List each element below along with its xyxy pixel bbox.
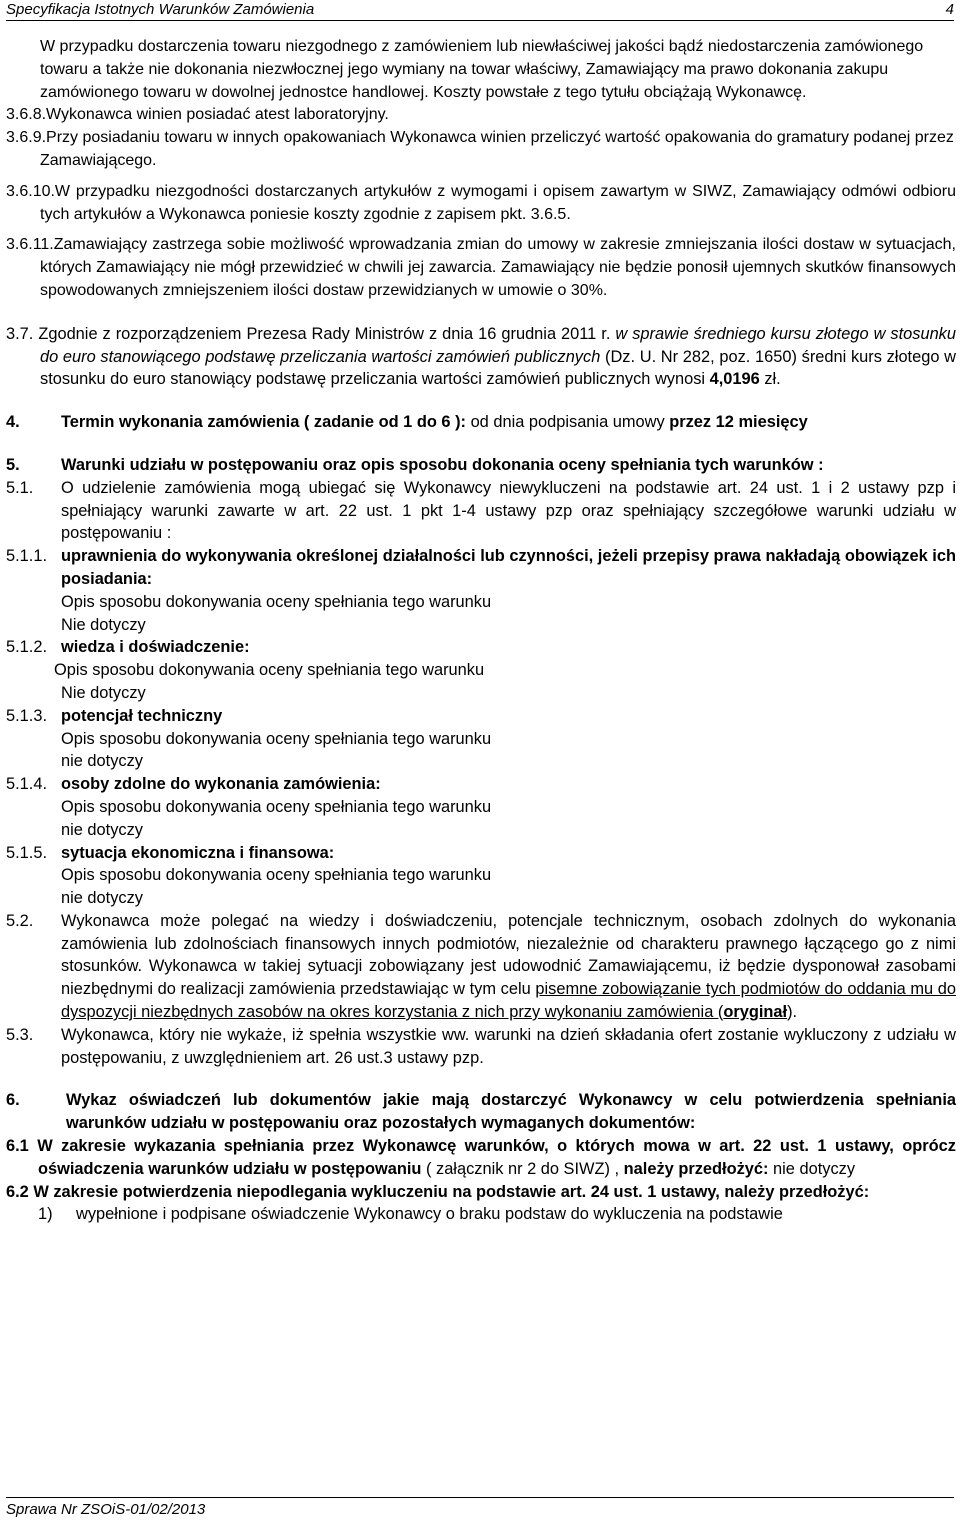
section-5 [6,454,956,477]
section-4-text [61,411,861,434]
exchange-rate: 4,0196 [709,370,760,389]
section-4 [6,411,956,434]
section-4-title: Termin wykonania zamówienia ( zadanie od 1 do 6 ): [61,413,466,432]
section-5-1-4 [6,773,956,841]
section-4-from: od dnia podpisania umowy [470,413,665,432]
section-3-7-text: (Dz. U. Nr 282, poz. 1650) średni kurs złotego w stosunku do euro stanowiący podstawę przeliczania wartości zamówień publicznych wynosi [40,347,956,389]
section-6-1 [6,1135,956,1181]
section-5-1-2-value: Nie dotyczy [61,683,146,702]
section-6-1-text: 6.1 W zakresie wykazania spełniania przez Wykonawcę warunków, o których mowa w art. 22 ust. 1 ustawy, oprócz oświadczenia warunków udziału w postępowaniu [6,1137,956,1178]
section-5-1-1-description: Opis sposobu dokonywania oceny spełniania tego warunku [61,592,492,611]
section-6-2-item-1-text: wypełnione i podpisane oświadczenie Wykonawcy o braku podstaw do wykluczenia na podstawie [76,1205,783,1224]
section-6-1-value: nie dotyczy [773,1159,856,1178]
section-5-2-body: Wykonawca może polegać na wiedzy i doświadczeniu, potencjale technicznym, osobach zdolnych do wykonania zamówienia lub zdolnościach finansowych innych podmiotów, niezależnie od charakteru prawnego łączącego go z nimi stosunków. Wykonawca w takiej sytuacji zobowiązany jest udowodnić Zamawiającemu, iż będzie dysponował zasobami niezbędnymi do realizacji zamówienia przedstawiając w tym celu [61,911,956,999]
section-5-1-2-title: wiedza i doświadczenie: [61,638,250,657]
case-number: Sprawa Nr ZSOiS-01/02/2013 [6,1501,206,1518]
section-6-2: 6.2 W zakresie potwierdzenia niepodlegania wykluczeniu na podstawie art. 24 ust. 1 ustawy, należy przedłożyć: [6,1182,870,1201]
section-5-1-5-value: nie dotyczy [61,889,143,908]
section-5-1-4-title: osoby zdolne do wykonania zamówienia: [61,775,381,794]
section-5-3-number: 5.3. [6,1025,34,1044]
page-footer [6,1497,954,1520]
page-number: 4 [945,1,954,18]
section-6-title: Wykaz oświadczeń lub dokumentów jakie mają dostarczyć Wykonawcy w celu potwierdzenia spełniania warunków udziału w postępowaniu oraz pozostałych wymaganych dokumentów: [66,1091,956,1133]
section-5-2-original: oryginał [723,1003,788,1022]
section-5-2-commitment: pisemne zobowiązanie tych podmiotów do oddania mu do dyspozycji niezbędnych zasobów na okres korzystania z nich przy wykonaniu zamówienia ( [61,980,956,1022]
section-5-2-number: 5.2. [6,911,34,930]
section-5-3 [6,1024,956,1070]
section-5-1-number: 5.1. [6,478,34,497]
section-5-1-4-value: nie dotyczy [61,820,143,839]
section-6-2-item-1-number: 1) [38,1205,53,1224]
section-5-1-4-number: 5.1.4. [6,775,48,794]
section-5-1-2-description: Opis sposobu dokonywania oceny spełniania tego warunku [54,661,485,680]
section-6-number: 6. [6,1091,20,1110]
section-5-1-5-title: sytuacja ekonomiczna i finansowa: [61,843,335,862]
section-5-title: Warunki udziału w postępowaniu oraz opis sposobu dokonania oceny spełniania tych warunków : [61,455,824,474]
document-body [6,36,956,1226]
section-5-1 [6,477,956,545]
section-5-2-text [61,910,956,1024]
section-6-2-item-1 [38,1203,956,1226]
section-3-7-regulation-title: w sprawie średniego kursu złotego w stosunku do euro stanowiącego podstawę przeliczania wartości zamówień publicznych [40,324,956,366]
section-5-2-end: ). [787,1003,798,1022]
section-5-1-2 [6,636,956,704]
section-5-1-2-number: 5.1.2. [6,638,48,657]
section-6 [6,1089,956,1135]
section-5-number: 5. [6,455,20,474]
section-5-1-3-number: 5.1.3. [6,706,48,725]
section-5-1-3-value: nie dotyczy [61,752,143,771]
section-5-1-1-number: 5.1.1. [6,547,48,566]
section-5-1-3-title: potencjał techniczny [61,706,223,725]
section-5-2 [6,910,956,1024]
section-5-1-4-description: Opis sposobu dokonywania oceny spełniania tego warunku [61,797,492,816]
section-6-1-attachment: ( załącznik nr 2 do SIWZ) , [425,1159,620,1178]
spacer [6,1069,956,1089]
section-5-1-1-value: Nie dotyczy [61,615,146,634]
section-3-6-8: 3.6.8.Wykonawca winien posiadać atest laboratoryjny. [6,106,389,124]
section-5-1-text: O udzielenie zamówienia mogą ubiegać się Wykonawcy niewykluczeni na podstawie art. 24 ust. 1 i 2 ustawy pzp i spełniający warunki zawarte w art. 22 ust. 1 pkt 1-4 ustawy pzp oraz spełniający szczegółowe warunki udziału w postępowaniu : [61,478,956,543]
paragraph-nonconforming-goods: W przypadku dostarczenia towaru niezgodnego z zamówieniem lub niewłaściwej jakości bądź niedostarczenia zamówionego towaru a także nie dokonania niezwłocznej jego wymiany na towar właściwy, Zamawiający ma prawo dokonania zakupu zamówionego towaru w dowolnej jednostce handlowej. Koszty powstałe z tego tytułu obciążają Wykonawcę. [40,38,924,101]
section-6-1-submit: należy przedłożyć: [623,1159,769,1178]
section-5-1-5 [6,842,956,910]
section-3-7 [6,323,956,391]
section-5-1-3 [6,705,956,773]
section-4-duration: przez 12 miesięcy [669,413,808,432]
section-5-1-1-title: uprawnienia do wykonywania określonej działalności lub czynności, jeżeli przepisy prawa nakładają obowiązek ich posiadania: [61,547,956,588]
spacer [6,434,956,454]
section-3-6-10: 3.6.10.W przypadku niezgodności dostarczanych artykułów z wymogami i opisem zawartym w SIWZ, Zamawiający odmówi odbioru tych artykułów a Wykonawca poniesie koszty zgodnie z zapisem pkt. 3.6.5. [6,182,956,223]
section-5-1-3-description: Opis sposobu dokonywania oceny spełniania tego warunku [61,729,492,748]
section-3-6-11: 3.6.11.Zamawiający zastrzega sobie możliwość wprowadzania zmian do umowy w zakresie zmniejszania ilości dostaw w sytuacjach, których Zamawiający nie mógł przewidzieć w chwili jej zawarcia. Zamawiający nie będzie ponosił ujemnych skutków finansowych spowodowanych zmniejszeniem ilości dostaw przewidzianych w umowie o 30%. [6,236,956,299]
spacer [6,391,956,411]
section-5-3-text: Wykonawca, który nie wykaże, iż spełnia wszystkie ww. warunki na dzień składania ofert zostanie wykluczony z udziału w postępowaniu, z uwzględnieniem art. 26 ust.3 ustawy pzp. [61,1025,956,1067]
currency: zł. [764,370,781,389]
page-header [6,0,954,21]
section-3-6-9: 3.6.9.Przy posiadaniu towaru w innych opakowaniach Wykonawca winien przeliczyć wartość opakowania do gramatury podanej przez Zamawiającego. [6,129,954,169]
section-3-7-intro: 3.7. Zgodnie z rozporządzeniem Prezesa Rady Ministrów z dnia 16 grudnia 2011 r. [6,324,611,343]
section-4-number: 4. [6,413,20,432]
section-5-1-5-description: Opis sposobu dokonywania oceny spełniania tego warunku [61,866,492,885]
spacer [6,303,956,323]
section-5-1-5-number: 5.1.5. [6,843,48,862]
section-5-1-1 [6,545,956,636]
document-title: Specyfikacja Istotnych Warunków Zamówienia [6,1,315,18]
